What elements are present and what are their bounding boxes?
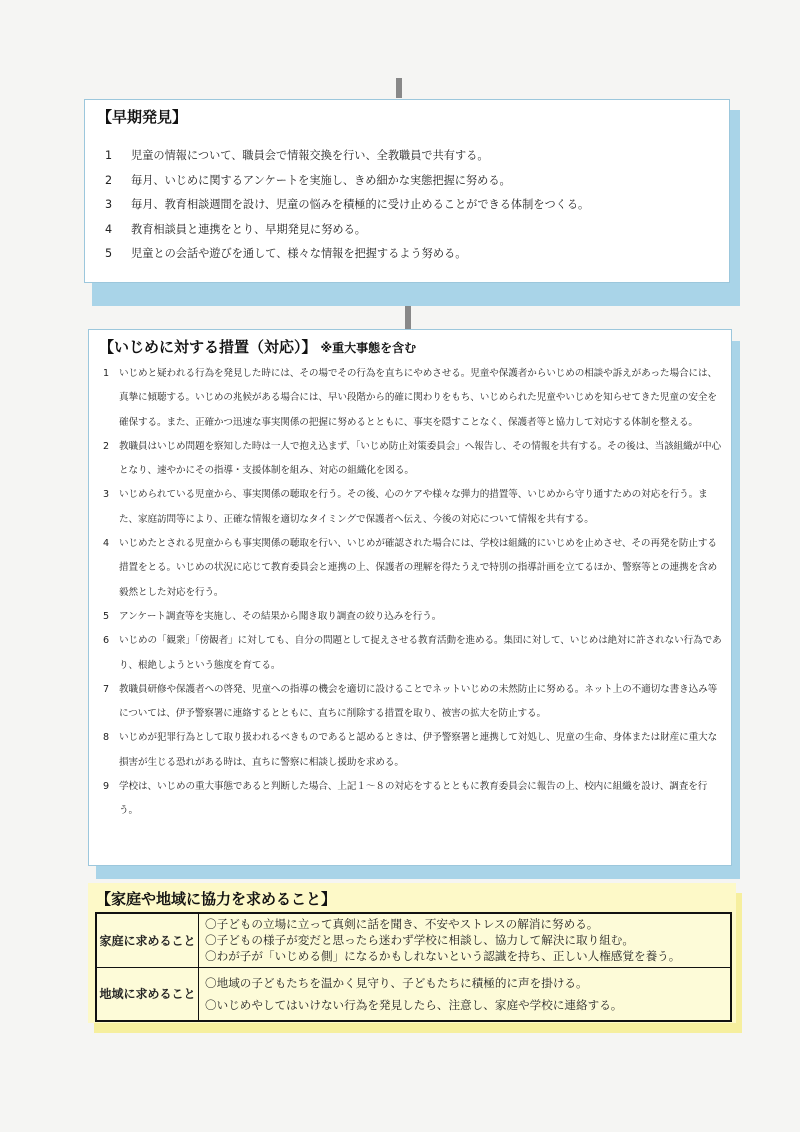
community-items [199, 967, 732, 1021]
list-item: 2 教職員はいじめ問題を察知した時は一人で抱え込まず、「いじめ防止対策委員会」へ報告し、その情報を共有する。その後は、当該組織が中心となり、速やかにその指導・支援体制を組み、対応の組織化を図る。 [103, 440, 722, 477]
list-item: 7 教職員研修や保護者への啓発、児童への指導の機会を適切に設けることでネットいじめの未然防止に努める。ネット上の不適切な書き込み等については、伊予警察署に連絡するとともに、直ちに削除する措置を取り、被害の拡大を防止する。 [103, 683, 718, 720]
cooperation-table [95, 912, 732, 1022]
list-item: 5 アンケート調査等を実施し、その結果から聞き取り調査の絞り込みを行う。 [103, 610, 442, 622]
top-connector [396, 78, 402, 98]
early-detection-title: 【早期発見】 [97, 108, 188, 126]
list-item: 〇わが子が「いじめる側」になるかもしれないという認識を持ち、正しい人権感覚を養う。 [205, 949, 681, 964]
community-label: 地域に求めること [96, 967, 199, 1021]
middle-connector [405, 305, 411, 329]
cooperation-panel [88, 883, 736, 1023]
list-item: 9 学校は、いじめの重大事態であると判断した場合、上記１～８の対応をするとともに教育委員会に報告の上、校内に組織を設け、調査を行う。 [103, 781, 708, 817]
early-detection-list [105, 144, 719, 267]
list-item: 1 いじめと疑われる行為を発見した時には、その場でその行為を直ちにやめさせる。児童や保護者からいじめの相談や訴えがあった場合には、真摯に傾聴する。いじめの兆候がある場合には、早い段階から的確に関わりをもち、いじめられた児童やいじめを知らせてきた児童の安全を確保する。また、正確かつ迅速な事実関係の把握に努めるとともに、事実を隠すことなく、保護者等と協力して対応する体制を整える。 [103, 368, 718, 428]
list-item: 2 毎月、いじめに関するアンケートを実施し、きめ細かな実態把握に努める。 [105, 173, 511, 187]
list-item: 4 教育相談員と連携をとり、早期発見に努める。 [105, 222, 366, 236]
home-label: 家庭に求めること [96, 913, 199, 967]
list-item: 5 児童との会話や遊びを通して、様々な情報を把握するよう努める。 [105, 247, 467, 261]
measures-note: ※重大事態を含む [320, 341, 417, 355]
list-item: 〇地域の子どもたちを温かく見守り、子どもたちに積極的に声を掛ける。 [205, 975, 588, 990]
list-item: 4 いじめたとされる児童からも事実関係の聴取を行い、いじめが確認された場合には、学校は組織的にいじめを止めさせ、その再発を防止する措置をとる。いじめの状況に応じて教育委員会と連携の上、保護者の理解を得たうえで特別の指導計画を立てるほか、警察等との連携を含め毅然とした対応を行う。 [103, 538, 718, 598]
list-item: 〇子どもの様子が変だと思ったら迷わず学校に相談し、協力して解決に取り組む。 [205, 933, 634, 948]
list-item: 〇いじめやしてはいけない行為を発見したら、注意し、家庭や学校に連絡する。 [205, 997, 623, 1012]
measures-title [99, 336, 416, 357]
list-item: 8 いじめが犯罪行為として取り扱われるべきものであると認めるときは、伊予警察署と連携して対処し、児童の生命、身体または財産に重大な損害が生じる恐れがある時は、直ちに警察に相談し援助を求める。 [103, 732, 718, 768]
table-row [96, 913, 731, 967]
list-item: 3 いじめられている児童から、事実関係の聴取を行う。その後、心のケアや様々な弾力的措置等、いじめから守り通すための対応を行う。また、家庭訪問等により、正確な情報を適切なタイミングで保護者へ伝え、今後の対応について情報を共有する。 [103, 489, 708, 525]
list-item: 6 いじめの「観衆」「傍観者」に対しても、自分の問題として捉えさせる教育活動を進める。集団に対して、いじめは絶対に許されない行為であり、根絶しようという態度を育てる。 [103, 635, 722, 671]
home-items [199, 913, 732, 967]
list-item: 〇子どもの立場に立って真剣に話を聞き、不安やストレスの解消に努める。 [205, 917, 599, 932]
cooperation-title: 【家庭や地域に協力を求めること】 [96, 890, 337, 908]
list-item: 3 毎月、教育相談週間を設け、児童の悩みを積極的に受け止めることができる体制をつくる。 [105, 198, 590, 212]
measures-list [103, 362, 723, 824]
early-detection-panel [84, 99, 730, 283]
list-item: 1 児童の情報について、職員会で情報交換を行い、全教職員で共有する。 [105, 149, 489, 162]
table-row [96, 967, 731, 1021]
measures-panel [88, 329, 732, 866]
measures-title-text: 【いじめに対する措置（対応）】 [99, 338, 317, 356]
